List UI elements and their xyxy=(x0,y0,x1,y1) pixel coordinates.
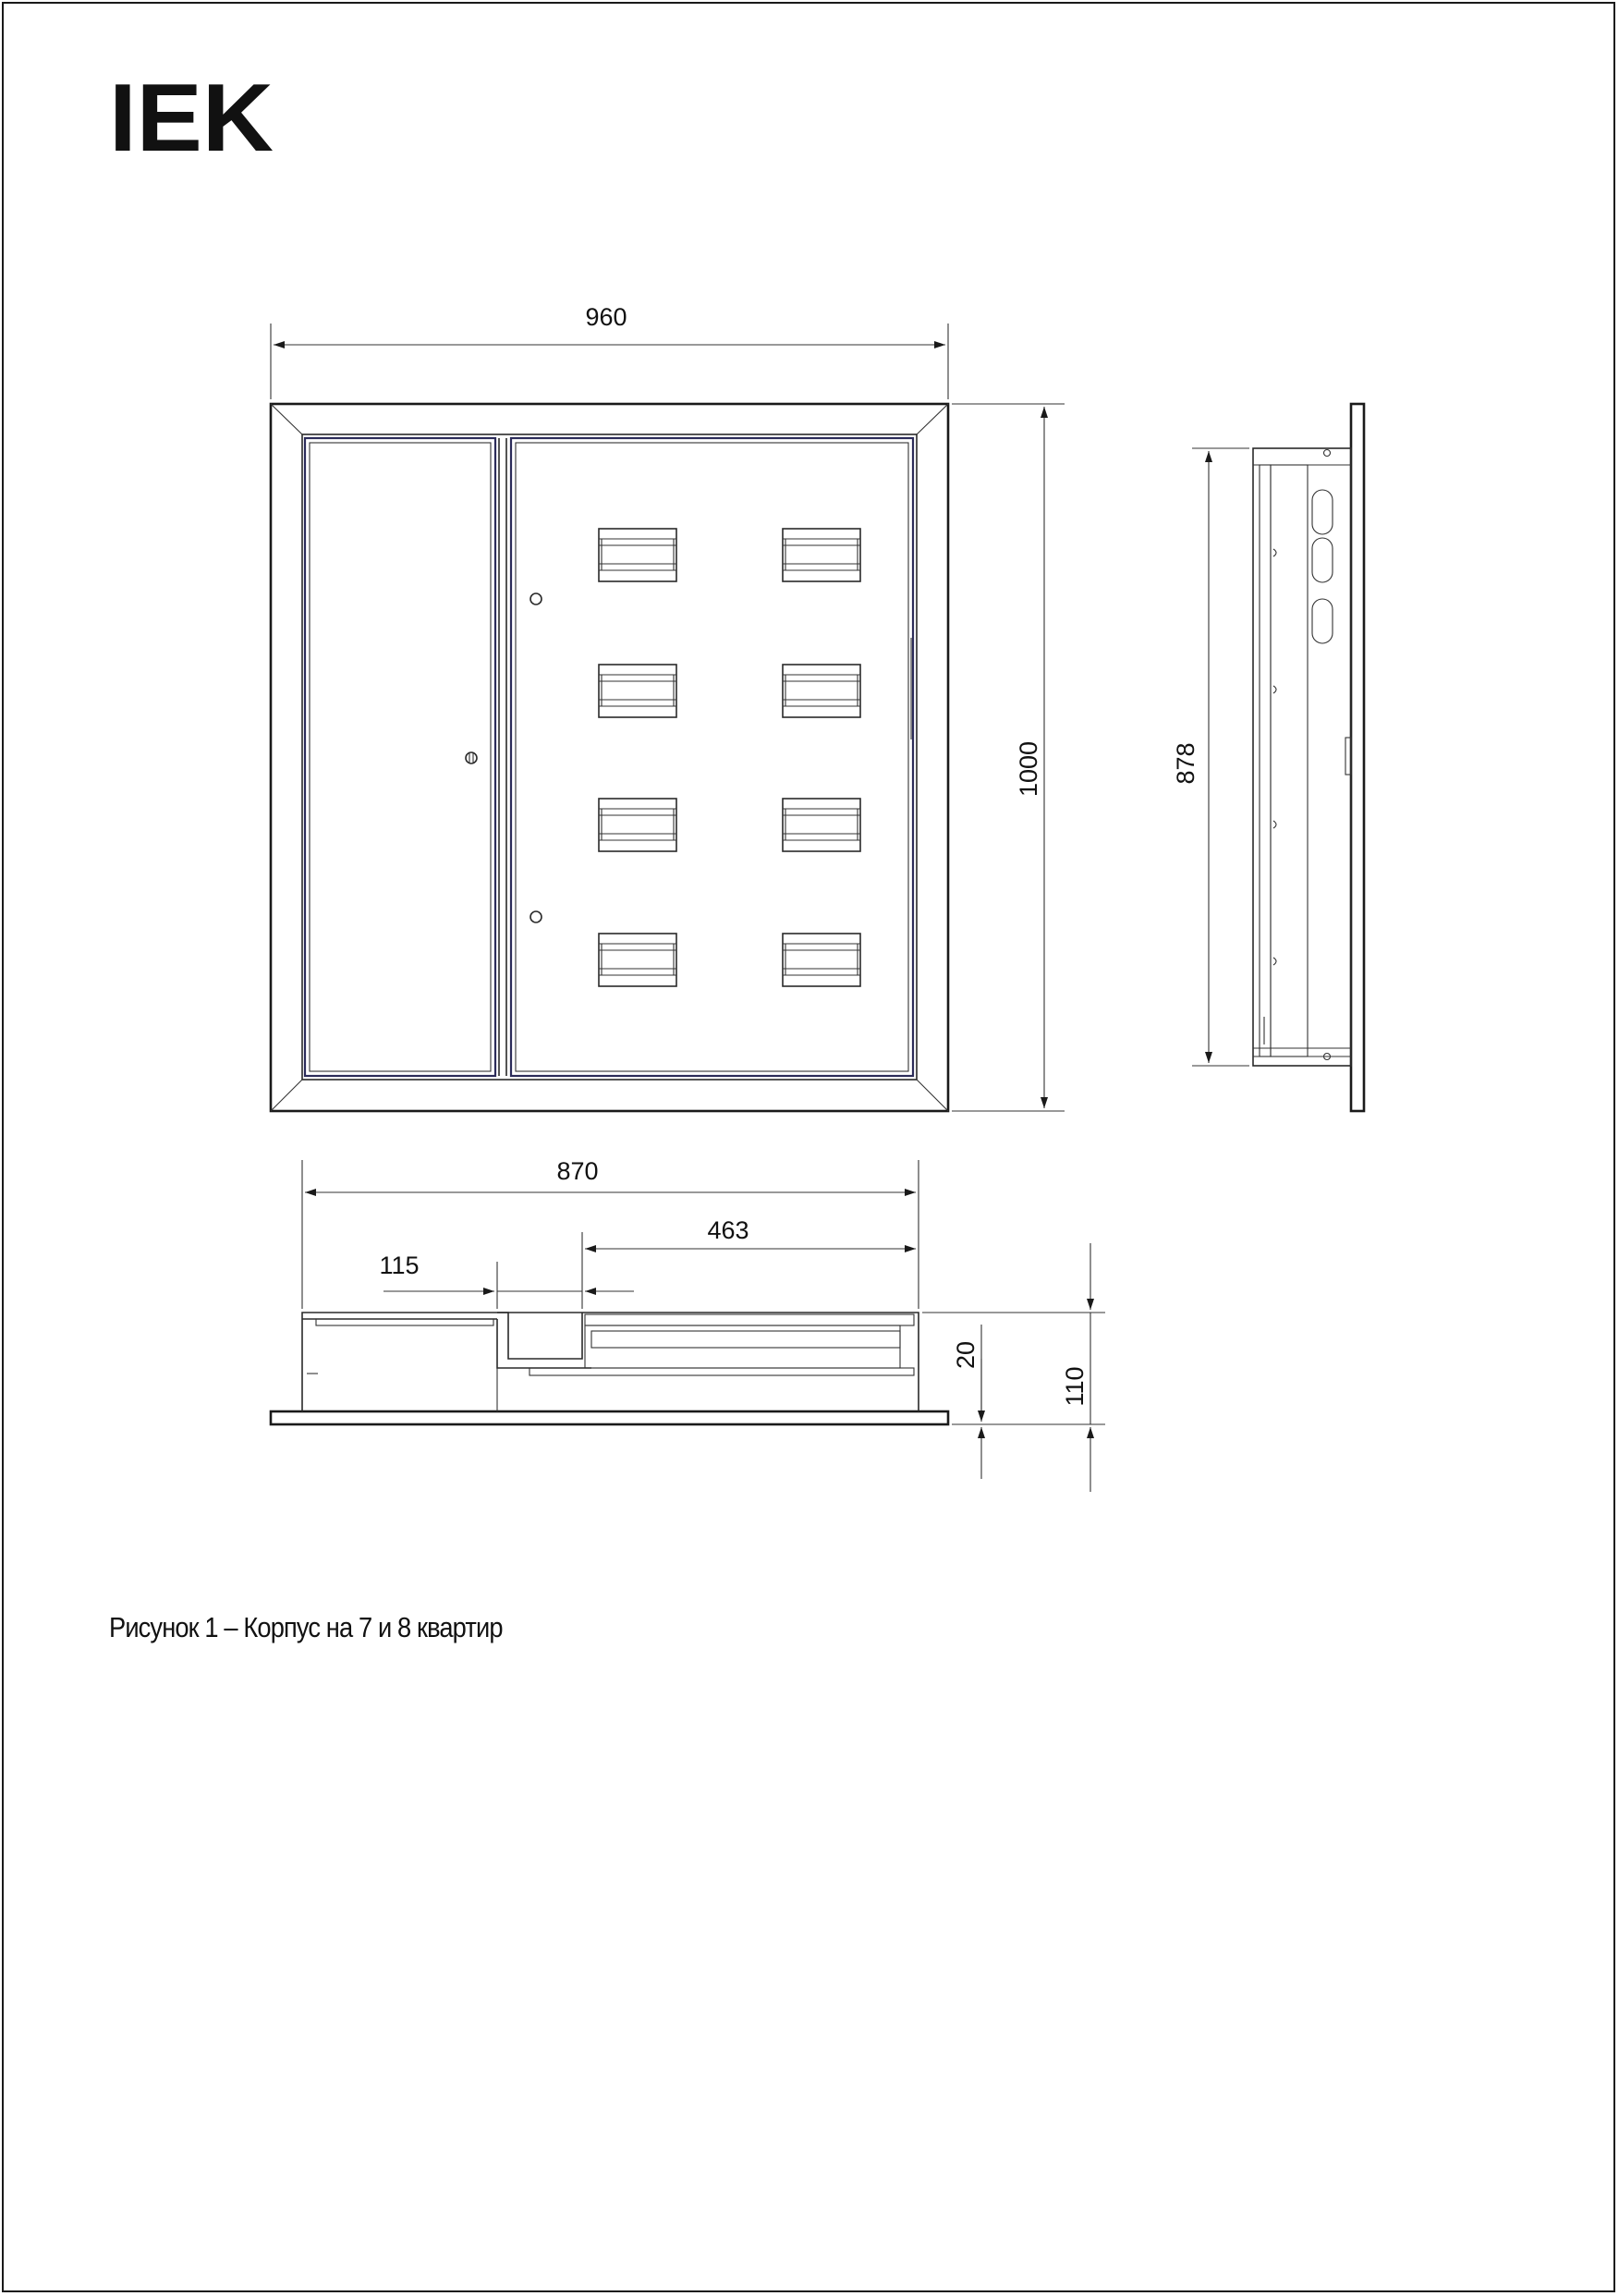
knockout-icon xyxy=(1312,490,1333,534)
meter-windows xyxy=(599,529,860,986)
top-niche-label: 115 xyxy=(379,1252,420,1279)
total-depth-label: 110 xyxy=(1061,1366,1089,1407)
meter-window xyxy=(599,799,676,851)
top-niche-dimension xyxy=(379,1252,634,1309)
meter-window xyxy=(599,529,676,581)
meter-window xyxy=(599,665,676,717)
iek-logo xyxy=(109,65,274,172)
side-body xyxy=(1253,448,1351,1066)
front-width-label: 960 xyxy=(585,303,627,331)
meter-window xyxy=(599,934,676,986)
top-flange xyxy=(271,1411,948,1424)
side-height-label: 878 xyxy=(1172,742,1199,785)
front-view xyxy=(271,404,948,1111)
front-outer-frame xyxy=(271,404,948,1111)
flange-depth-label: 20 xyxy=(952,1340,980,1370)
door-hinge-icon xyxy=(530,593,542,605)
knockout-icon xyxy=(1312,599,1333,643)
meter-window xyxy=(783,665,860,717)
side-flange xyxy=(1351,404,1364,1111)
right-door-inner xyxy=(516,443,908,1071)
top-right-width-dimension xyxy=(582,1216,916,1309)
left-door xyxy=(305,438,495,1076)
front-height-label: 1000 xyxy=(1015,740,1042,798)
figure-caption: Рисунок 1 – Корпус на 7 и 8 квартир xyxy=(109,1611,503,1643)
top-depth-dimensions xyxy=(922,1243,1105,1492)
front-height-dimension xyxy=(952,404,1065,1111)
top-right-width-label: 463 xyxy=(707,1216,749,1244)
left-door-inner xyxy=(310,443,491,1071)
top-view xyxy=(271,1313,948,1424)
side-height-dimension xyxy=(1172,448,1249,1066)
top-width-label: 870 xyxy=(556,1157,599,1185)
top-width-dimension xyxy=(302,1157,919,1309)
door-hinge-icon xyxy=(530,911,542,922)
top-body xyxy=(302,1313,919,1411)
meter-window xyxy=(783,799,860,851)
lock-icon xyxy=(466,752,477,763)
right-door xyxy=(511,438,913,1076)
meter-window xyxy=(783,934,860,986)
front-width-dimension xyxy=(271,303,948,399)
front-inner-frame xyxy=(302,434,917,1080)
side-view xyxy=(1253,404,1364,1111)
logo-text: IEK xyxy=(109,65,274,172)
meter-window xyxy=(783,529,860,581)
knockout-icon xyxy=(1312,538,1333,582)
